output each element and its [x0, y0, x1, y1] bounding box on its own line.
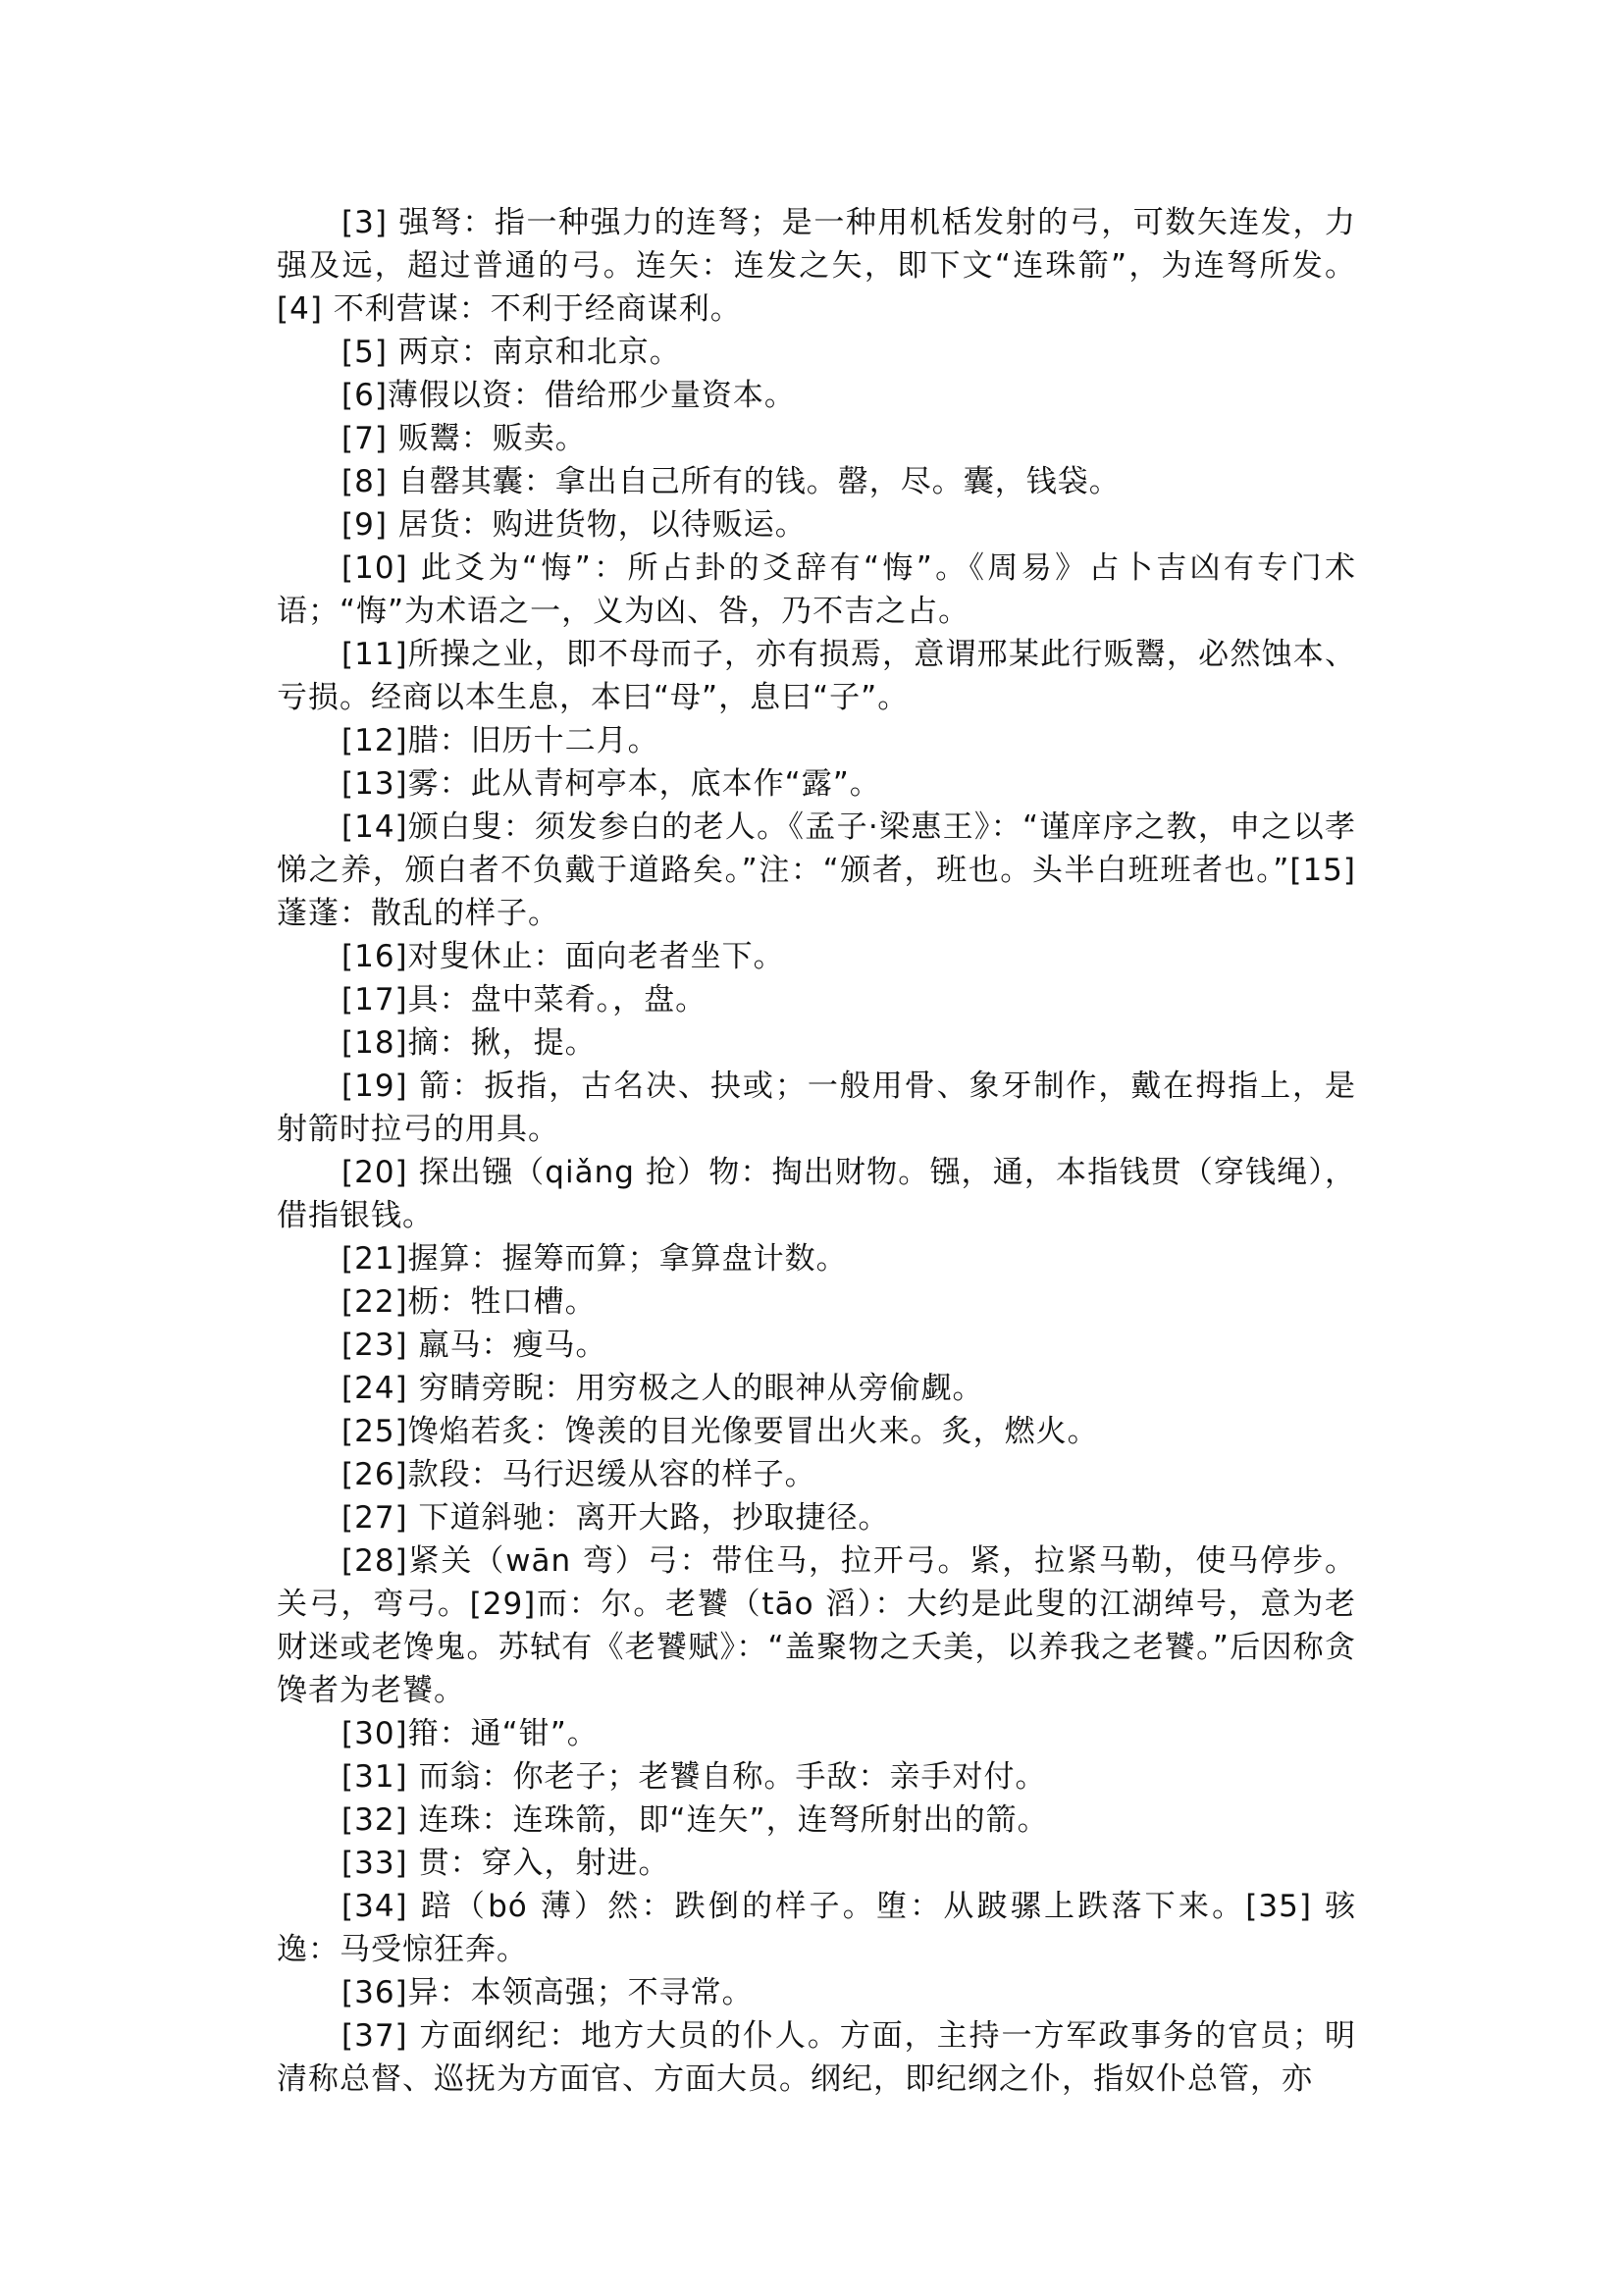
note-8: [8] 自罄其囊：拿出自己所有的钱。罄，尽。囊，钱袋。 [341, 464, 1121, 499]
note-10: [10] 此爻为“悔”：所占卦的爻辞有“悔”。《周易》占卜吉凶有专门术语；“悔”为术语之一，义为凶、咎，乃不吉之占。 [277, 550, 1356, 629]
note-5: [5] 两京：南京和北京。 [341, 335, 681, 370]
note-13: [13]雾：此从青柯亭本，底本作“露”。 [341, 766, 881, 802]
note-18: [18]摘：揪，提。 [341, 1025, 597, 1061]
note-3-4: [3] 强弩：指一种强力的连弩；是一种用机栝发射的弓，可数矢连发，力强及远，超过普通的弓。连矢：连发之矢，即下文“连珠箭”，为连弩所发。[4] 不利营谋：不利于经商谋利。 [277, 205, 1356, 327]
note-23: [23] 羸马：瘦马。 [341, 1328, 607, 1363]
note-32: [32] 连珠：连珠箭，即“连矢”，连弩所射出的箭。 [341, 1802, 1049, 1838]
note-34-35: [34] 踣（bó 薄）然：跌倒的样子。堕：从跛骡上跌落下来。[35] 骇逸：马受惊狂奔。 [277, 1889, 1356, 1967]
note-22: [22]枥：牲口槽。 [341, 1284, 597, 1320]
note-9: [9] 居货：购进货物，以待贩运。 [341, 507, 807, 543]
note-30: [30]箝：通“钳”。 [341, 1716, 599, 1751]
note-33: [33] 贯：穿入，射进。 [341, 1846, 670, 1881]
note-21: [21]握算：握筹而算；拿算盘计数。 [341, 1241, 848, 1277]
note-16: [16]对叟休止：面向老者坐下。 [341, 939, 785, 974]
note-11: [11]所操之业，即不母而子，亦有损焉，意谓邢某此行贩鬻，必然蚀本、亏损。经商以本生息，本曰“母”，息曰“子”。 [277, 637, 1356, 715]
note-27: [27] 下道斜驰：离开大路，抄取捷径。 [341, 1500, 890, 1536]
note-20: [20] 探出镪（qiǎng 抢）物：掏出财物。镪，通，本指钱贯（穿钱绳），借指银钱。 [277, 1155, 1356, 1233]
note-14-15: [14]颁白叟：须发参白的老人。《孟子·梁惠王》：“谨庠序之教，申之以孝悌之养，颁白者不负戴于道路矣。”注：“颁者，班也。头半白班班者也。”[15] 蓬蓬：散乱的样子。 [277, 809, 1356, 931]
note-7: [7] 贩鬻：贩卖。 [341, 421, 587, 456]
note-6: [6]薄假以资：借给邢少量资本。 [341, 378, 796, 413]
note-17: [17]具：盘中菜肴。，盘。 [341, 982, 707, 1017]
note-25: [25]馋焰若炙：馋羡的目光像要冒出火来。炙，燃火。 [341, 1414, 1099, 1449]
note-24: [24] 穷睛旁睨：用穷极之人的眼神从旁偷觑。 [341, 1371, 984, 1406]
note-19: [19] 箭：扳指，古名决、抉或；一般用骨、象牙制作，戴在拇指上，是射箭时拉弓的用具。 [277, 1069, 1356, 1147]
note-12: [12]腊：旧历十二月。 [341, 723, 659, 758]
note-26: [26]款段：马行迟缓从容的样子。 [341, 1457, 816, 1492]
note-37: [37] 方面纲纪：地方大员的仆人。方面，主持一方军政事务的官员；明清称总督、巡抚为方面官、方面大员。纲纪，即纪纲之仆，指奴仆总管，亦 [277, 2018, 1356, 2097]
annotation-page [277, 201, 1356, 2101]
note-31: [31] 而翁：你老子；老饕自称。手敌：亲手对付。 [341, 1759, 1047, 1795]
note-36: [36]异：本领高强；不寻常。 [341, 1975, 754, 2010]
note-28-29: [28]紧关（wān 弯）弓：带住马，拉开弓。紧，拉紧马勒，使马停步。关弓，弯弓。[29]而：尔。老饕（tāo 滔）：大约是此叟的江湖绰号，意为老财迷或老馋鬼。苏轼有《老饕赋》：“盖聚物之夭美，以养我之老饕。”后因称贪馋者为老饕。 [277, 1543, 1356, 1708]
